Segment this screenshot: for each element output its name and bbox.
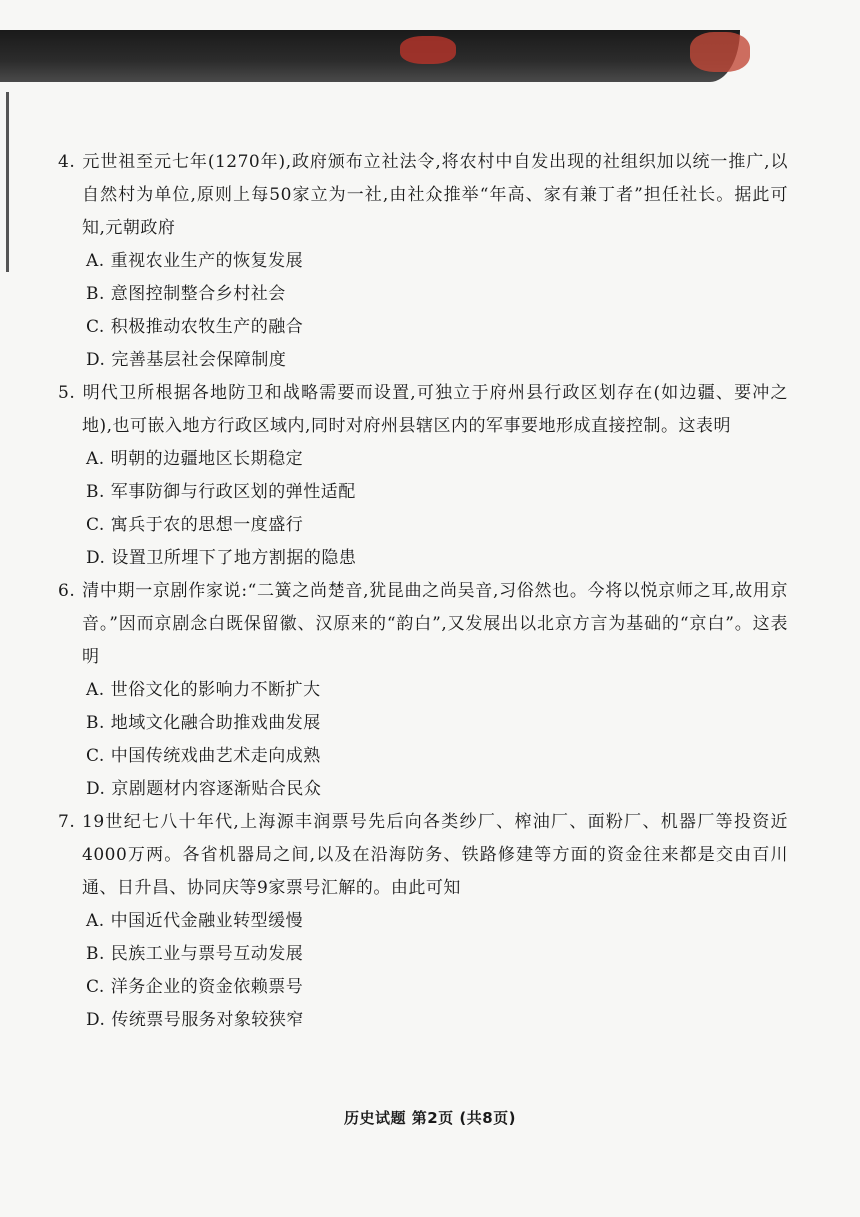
scan-top-shadow	[0, 30, 740, 82]
option-b: B. 地域文化融合助推戏曲发展	[86, 713, 321, 733]
option-b: B. 民族工业与票号互动发展	[86, 944, 304, 964]
option-d: D. 完善基层社会保障制度	[86, 350, 287, 370]
option-list	[58, 443, 788, 575]
option-d: D. 传统票号服务对象较狭窄	[86, 1010, 304, 1030]
option-c: C. 积极推动农牧生产的融合	[86, 317, 304, 337]
option-c: C. 洋务企业的资金依赖票号	[86, 977, 304, 997]
question-text: 19世纪七八十年代,上海源丰润票号先后向各类纱厂、榨油厂、面粉厂、机器厂等投资近4000万两。各省机器局之间,以及在沿海防务、铁路修建等方面的资金往来都是交由百川通、日升昌、协同庆等9家票号汇解的。由此可知	[82, 812, 788, 898]
question-4	[58, 146, 788, 377]
scan-artifact	[400, 36, 456, 64]
question-7	[58, 806, 788, 1037]
option-d: D. 设置卫所埋下了地方割据的隐患	[86, 548, 357, 568]
option-c: C. 中国传统戏曲艺术走向成熟	[86, 746, 321, 766]
option-a: A. 中国近代金融业转型缓慢	[86, 911, 304, 931]
option-c: C. 寓兵于农的思想一度盛行	[86, 515, 304, 535]
question-stem	[58, 146, 788, 245]
question-number: 7.	[58, 812, 76, 832]
question-number: 4.	[58, 152, 76, 172]
question-text: 清中期一京剧作家说:“二簧之尚楚音,犹昆曲之尚吴音,习俗然也。今将以悦京师之耳,故用京音。”因而京剧念白既保留徽、汉原来的“韵白”,又发展出以北京方言为基础的“京白”。这表明	[82, 581, 788, 667]
page-footer: 历史试题 第2页 (共8页)	[343, 1109, 517, 1127]
option-b: B. 意图控制整合乡村社会	[86, 284, 286, 304]
option-a: A. 世俗文化的影响力不断扩大	[86, 680, 321, 700]
option-a: A. 重视农业生产的恢复发展	[86, 251, 304, 271]
question-stem	[58, 575, 788, 674]
option-list	[58, 245, 788, 377]
question-number: 5.	[58, 383, 76, 403]
question-6	[58, 575, 788, 806]
option-a: A. 明朝的边疆地区长期稳定	[86, 449, 304, 469]
question-number: 6.	[58, 581, 76, 601]
question-5	[58, 377, 788, 575]
question-stem	[58, 806, 788, 905]
option-b: B. 军事防御与行政区划的弹性适配	[86, 482, 356, 502]
scan-artifact	[690, 32, 750, 72]
question-text: 元世祖至元七年(1270年),政府颁布立社法令,将农村中自发出现的社组织加以统一推广,以自然村为单位,原则上每50家立为一社,由社众推举“年高、家有兼丁者”担任社长。据此可知,元朝政府	[82, 152, 788, 238]
question-stem	[58, 377, 788, 443]
option-d: D. 京剧题材内容逐渐贴合民众	[86, 779, 322, 799]
scan-left-edge	[6, 92, 9, 272]
exam-page-content	[58, 146, 788, 1037]
option-list	[58, 905, 788, 1037]
option-list	[58, 674, 788, 806]
question-text: 明代卫所根据各地防卫和战略需要而设置,可独立于府州县行政区划存在(如边疆、要冲之地),也可嵌入地方行政区域内,同时对府州县辖区内的军事要地形成直接控制。这表明	[82, 383, 788, 436]
